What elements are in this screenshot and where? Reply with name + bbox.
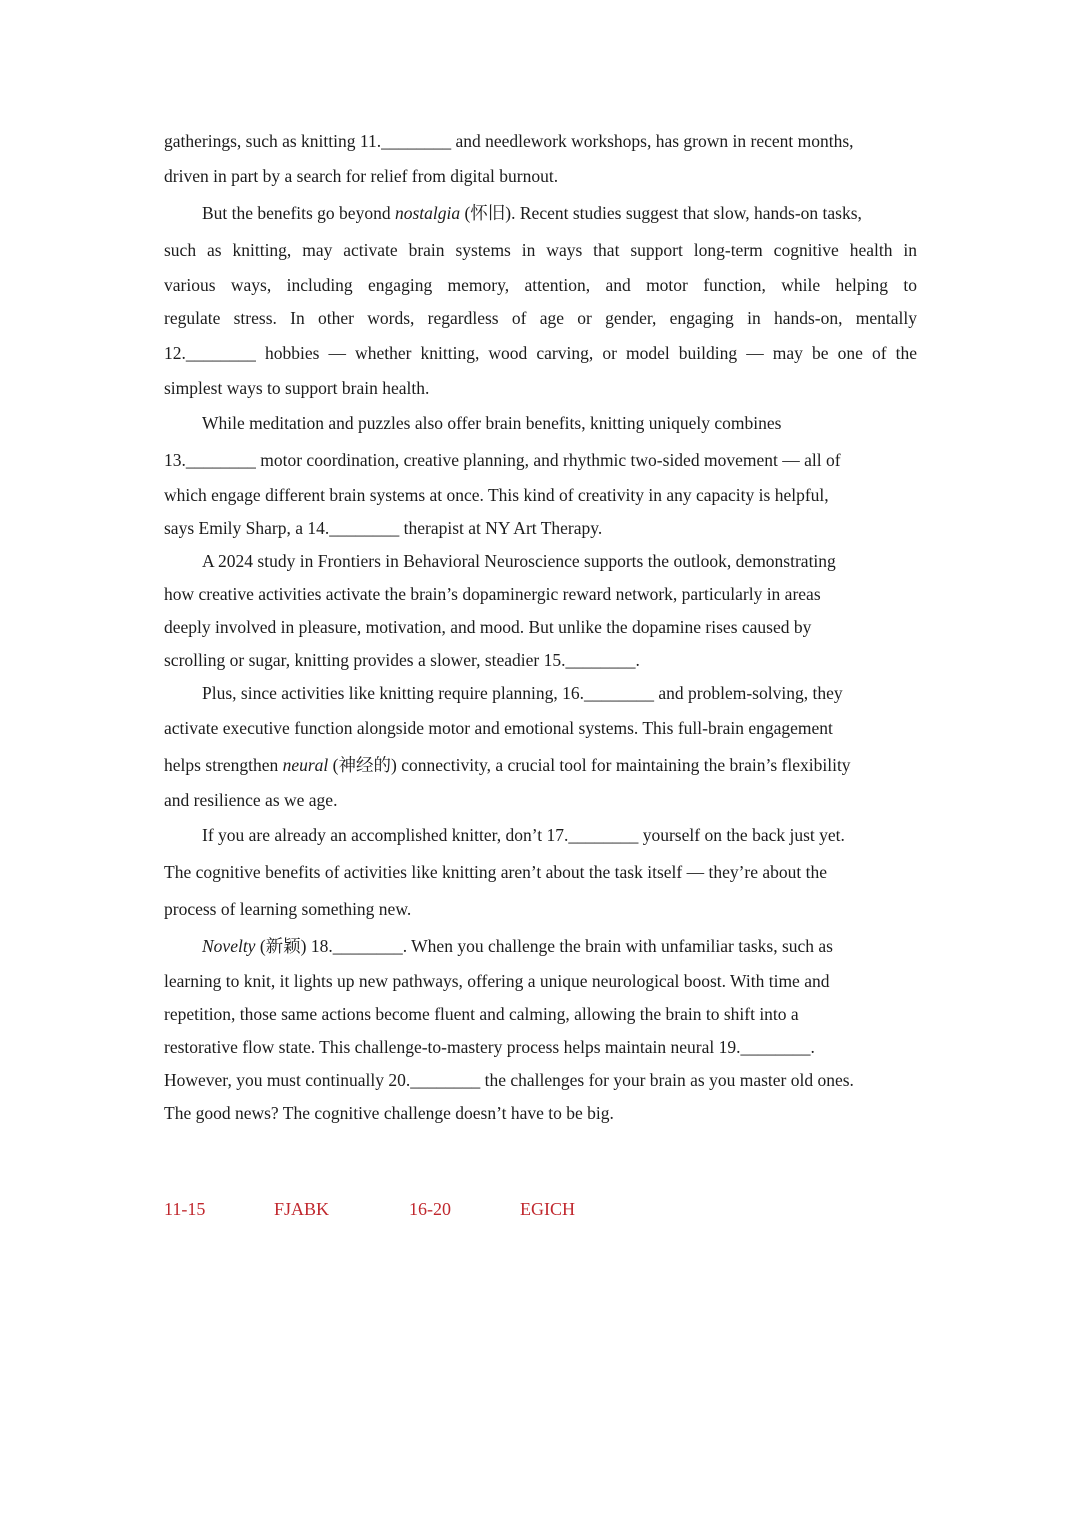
line-text: helps strengthen: [164, 755, 279, 775]
line-text: learning to knit, it lights up new pathways, offering a unique neurological boost. With time and: [164, 971, 830, 991]
passage-line: [164, 1031, 917, 1064]
passage-line: [164, 928, 917, 965]
passage-line: [164, 512, 917, 545]
answer-letters-16-20: EGICH: [520, 1199, 575, 1219]
passage: [164, 125, 917, 1130]
passage-line: [164, 372, 917, 405]
passage-line: [164, 677, 917, 710]
answer-range-16-20: 16-20: [409, 1199, 451, 1219]
line-text: gatherings, such as knitting 11.________ and needlework workshops, has grown in recent months,: [164, 131, 854, 151]
line-text: However, you must continually 20.________ the challenges for your brain as you master old ones.: [164, 1070, 854, 1090]
passage-line: [164, 644, 917, 677]
line-text: 13.________ motor coordination, creative planning, and rhythmic two-sided movement — all of: [164, 450, 841, 470]
passage-line: [164, 817, 917, 854]
passage-line: [164, 232, 917, 269]
line-text: how creative activities activate the brain’s dopaminergic reward network, particularly in areas: [164, 584, 821, 604]
line-text: The good news? The cognitive challenge doesn’t have to be big.: [164, 1103, 614, 1123]
line-text: driven in part by a search for relief from digital burnout.: [164, 166, 559, 186]
line-text: (怀旧). Recent studies suggest that slow, hands-on tasks,: [464, 203, 862, 223]
line-text: Plus, since activities like knitting require planning, 16.________ and problem-solving, they: [202, 683, 843, 703]
line-text: scrolling or sugar, knitting provides a slower, steadier 15.________.: [164, 650, 640, 670]
line-text: regulate stress. In other words, regardless of age or gender, engaging in hands-on, mentally: [164, 308, 917, 328]
line-text: If you are already an accomplished knitter, don’t 17.________ yourself on the back just yet.: [202, 825, 845, 845]
line-text: and resilience as we age.: [164, 790, 338, 810]
passage-line: [164, 1064, 917, 1097]
passage-line: [164, 891, 917, 928]
passage-line: [164, 710, 917, 747]
answer-key: [164, 1199, 764, 1235]
line-text: various ways, including engaging memory, attention, and motor function, while helping to: [164, 275, 917, 295]
passage-line: [164, 545, 917, 578]
passage-line: [164, 1097, 917, 1130]
line-text: activate executive function alongside motor and emotional systems. This full-brain engagement: [164, 718, 833, 738]
passage-line: [164, 335, 917, 372]
answer-letters-11-15: FJABK: [274, 1199, 330, 1219]
line-text: The cognitive benefits of activities like knitting aren’t about the task itself — they’re about the: [164, 862, 828, 882]
line-text: says Emily Sharp, a 14.________ therapist at NY Art Therapy.: [164, 518, 603, 538]
line-text: restorative flow state. This challenge-to-mastery process helps maintain neural 19.________.: [164, 1037, 815, 1057]
passage-line: [164, 302, 917, 335]
passage-line: [164, 611, 917, 644]
line-text: repetition, those same actions become fluent and calming, allowing the brain to shift into a: [164, 1004, 799, 1024]
line-text: But the benefits go beyond: [202, 203, 391, 223]
line-text: While meditation and puzzles also offer brain benefits, knitting uniquely combines: [202, 413, 782, 433]
passage-line: [164, 125, 917, 158]
line-text: which engage different brain systems at once. This kind of creativity in any capacity is helpful,: [164, 485, 829, 505]
passage-line: [164, 998, 917, 1031]
line-text: (神经的) connectivity, a crucial tool for maintaining the brain’s flexibility: [332, 755, 851, 775]
italic-term: neural: [282, 755, 329, 775]
passage-line: [164, 158, 917, 195]
passage-line: [164, 195, 917, 232]
passage-line: [164, 442, 917, 479]
answer-range-11-15: 11-15: [164, 1199, 206, 1219]
passage-line: [164, 269, 917, 302]
passage-line: [164, 405, 917, 442]
passage-line: [164, 747, 917, 784]
italic-term: nostalgia: [394, 203, 461, 223]
line-text: process of learning something new.: [164, 899, 412, 919]
line-text: 12.________ hobbies — whether knitting, wood carving, or model building — may be one of the: [164, 343, 917, 363]
line-text: (新颖) 18.________. When you challenge the brain with unfamiliar tasks, such as: [259, 936, 833, 956]
passage-line: [164, 965, 917, 998]
line-text: simplest ways to support brain health.: [164, 378, 430, 398]
passage-line: [164, 784, 917, 817]
line-text: such as knitting, may activate brain systems in ways that support long-term cognitive health in: [164, 240, 917, 260]
passage-line: [164, 854, 917, 891]
line-text: deeply involved in pleasure, motivation, and mood. But unlike the dopamine rises caused by: [164, 617, 812, 637]
line-text: A 2024 study in Frontiers in Behavioral Neuroscience supports the outlook, demonstrating: [202, 551, 836, 571]
italic-term: Novelty: [202, 936, 256, 956]
passage-line: [164, 479, 917, 512]
passage-line: [164, 578, 917, 611]
